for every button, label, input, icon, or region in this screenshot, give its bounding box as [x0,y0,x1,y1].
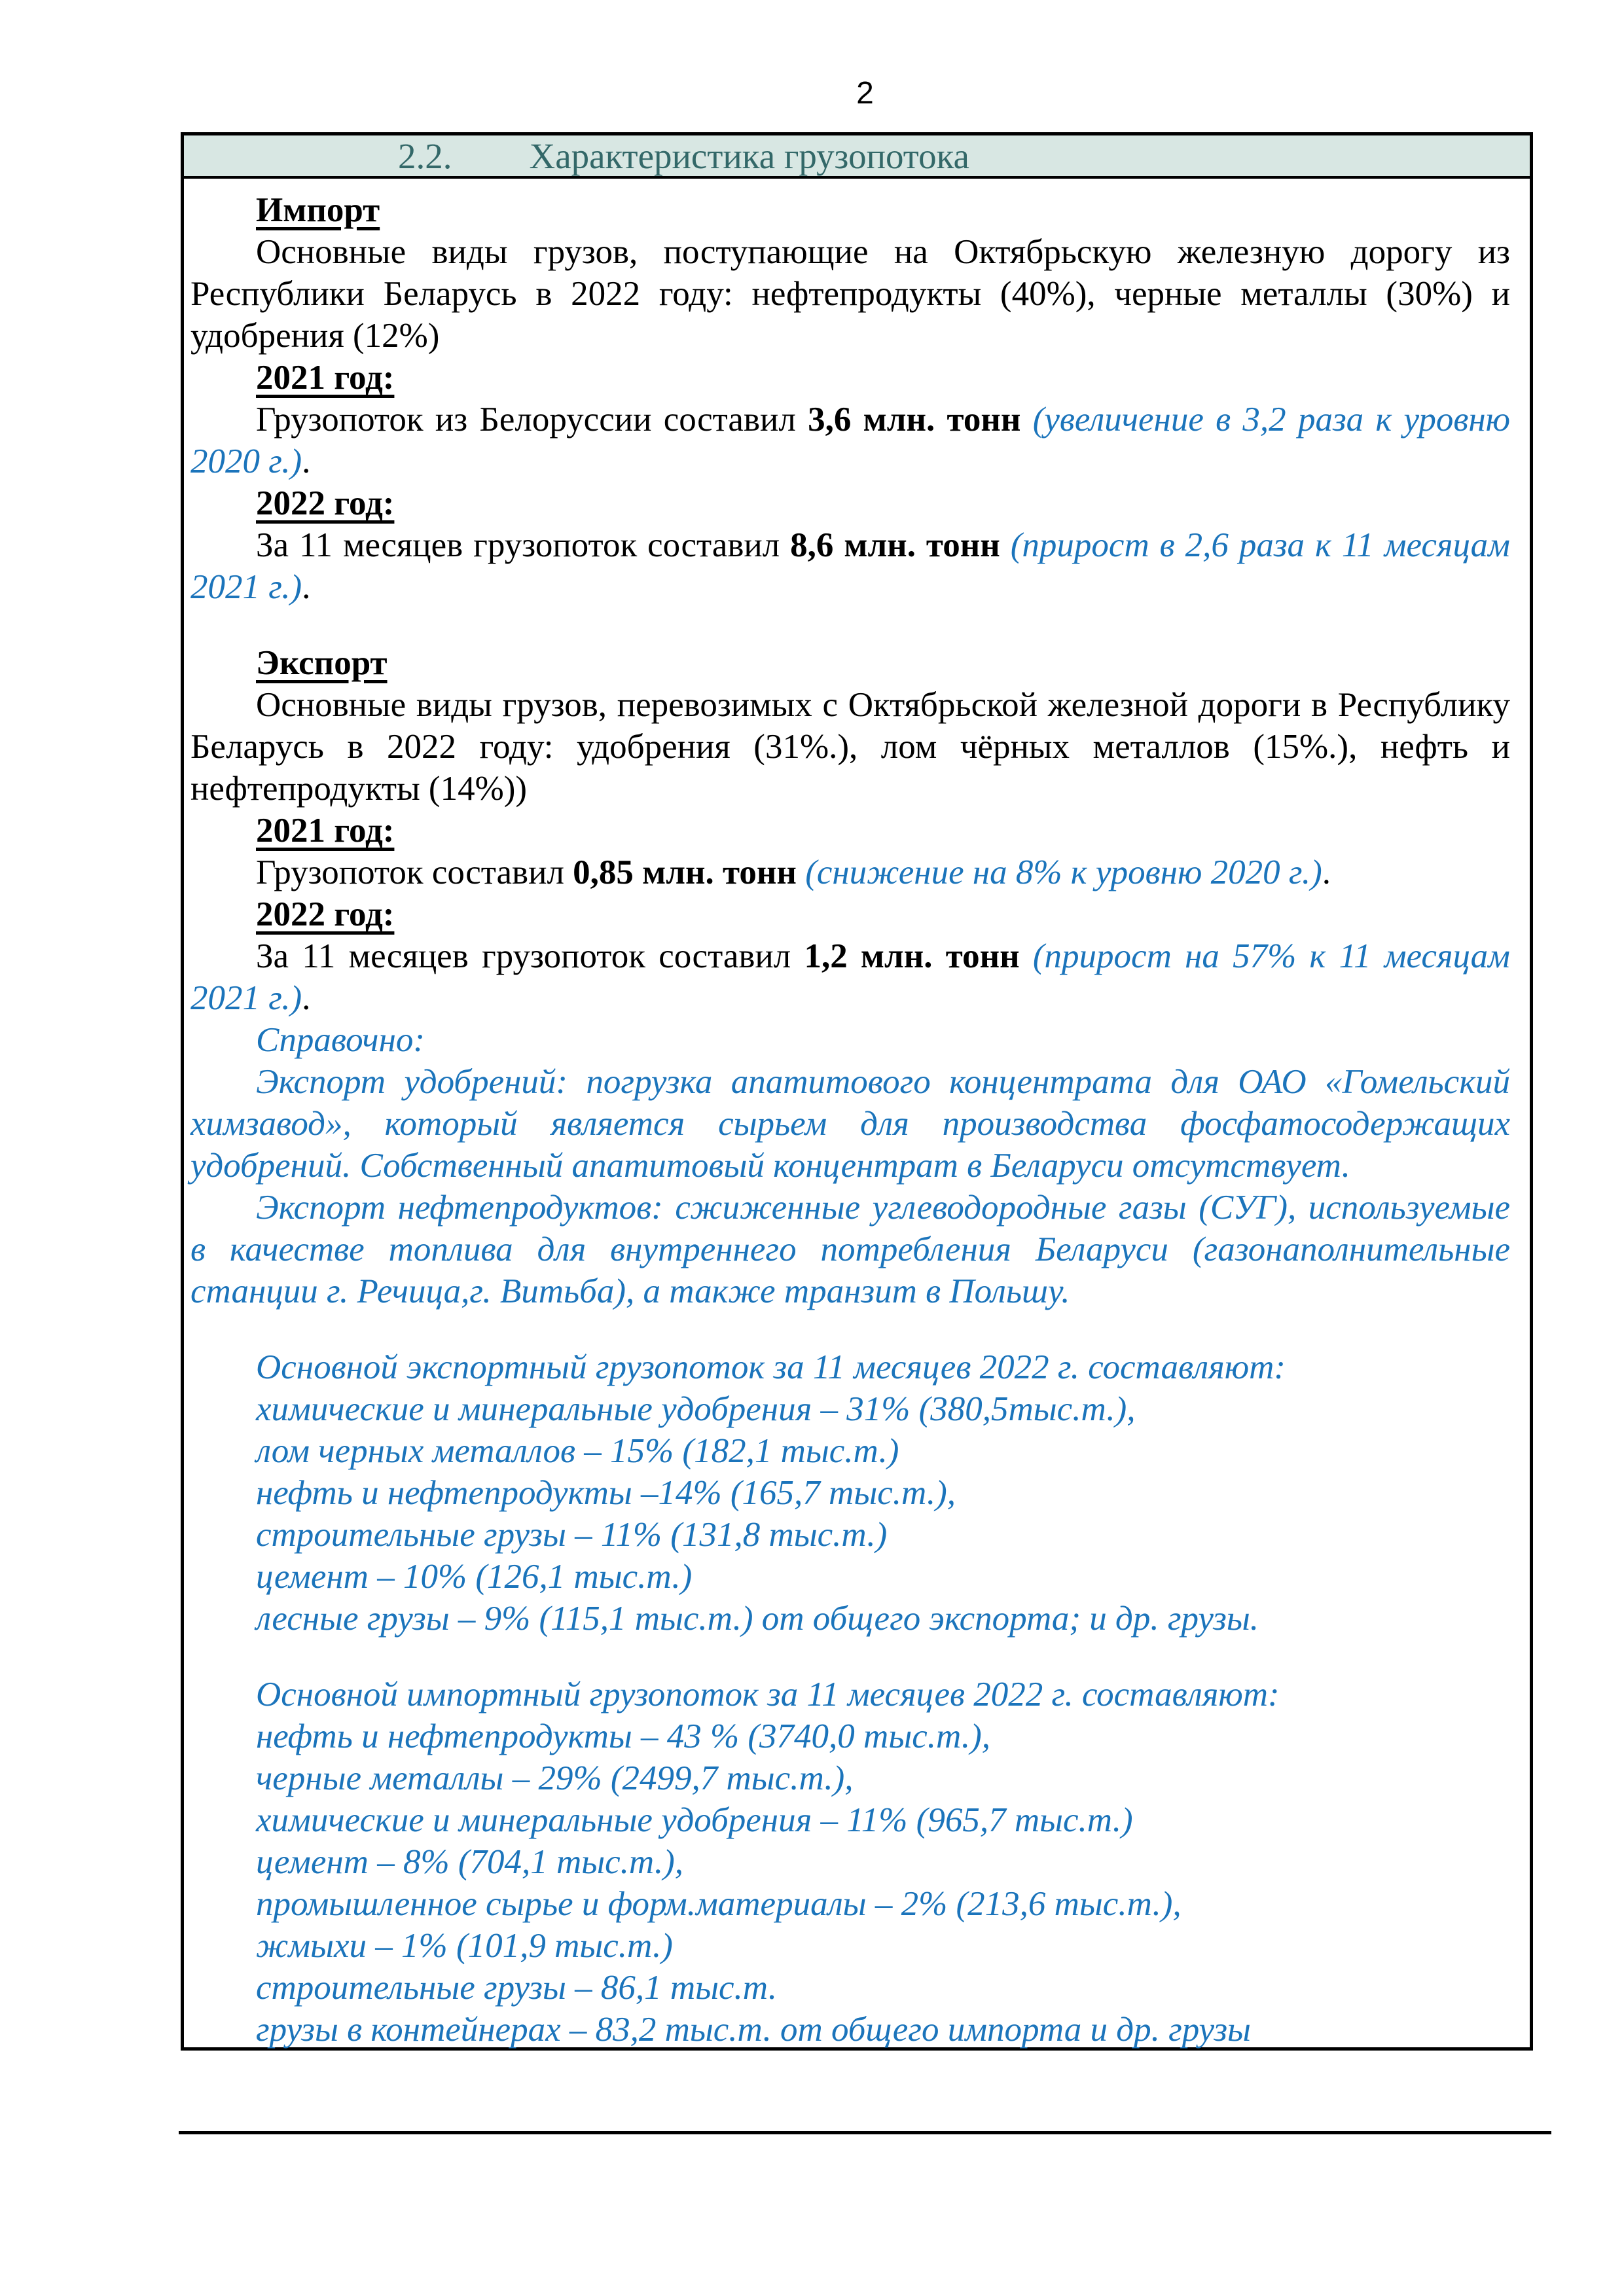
blank-line [190,608,1510,642]
cargo-flow-table [181,132,1533,2051]
paragraph [190,684,1510,810]
text-run-blue-italic: лом черных металлов – 15% (182,1 тыс.т.) [256,1432,899,1470]
paragraph [190,1598,1510,1640]
section-heading-row [184,135,1530,179]
text-run-blue-italic: нефть и нефтепродукты – 43 % (3740,0 тыс.т.), [256,1717,991,1755]
text-run-bold: 8,6 млн. тонн [790,526,1000,564]
text-run-blue-italic: грузы в контейнерах – 83,2 тыс.т. от общего импорта и др. грузы [256,2011,1251,2049]
text-run-blue-italic: химические и минеральные удобрения – 11% (965,7 тыс.т.) [256,1801,1133,1839]
text-run-blue-italic: (увеличение в 3,2 раза к уровню 2020 г.) [190,401,1510,480]
paragraph [190,357,1510,399]
footer-separator-line [179,2131,1551,2134]
text-run-blue-italic: (снижение на 8% к уровню 2020 г.) [796,853,1322,891]
text-run-blue-italic: (прирост на 57% к 11 месяцам 2021 г.) [190,937,1511,1017]
text-run-plain: Основные виды грузов, перевозимых с Октябрьской железной дороги в Республику Беларусь в 2022 году: удобрения (31%.), лом чёрных металлов (15%.), нефть и нефтепродукты (14%)) [190,686,1510,808]
paragraph [190,1883,1510,1925]
paragraph [190,2009,1510,2051]
text-run-blue-italic: строительные грузы – 86,1 тыс.т. [256,1969,777,2007]
text-run-plain: . [302,979,311,1017]
text-run-bold: 3,6 млн. тонн [808,401,1021,439]
text-run-bold: 1,2 млн. тонн [804,937,1020,975]
paragraph [190,893,1510,935]
paragraph [190,1430,1510,1472]
text-run-blue-italic: химические и минеральные удобрения – 31% (380,5тыс.т.), [256,1390,1136,1428]
paragraph [190,482,1510,524]
text-run-bold-underline: Экспорт [256,644,388,682]
text-run-blue-italic: лесные грузы – 9% (115,1 тыс.т.) от общего экспорта; и др. грузы. [256,1600,1259,1638]
text-run-bold: 0,85 млн. тонн [573,853,797,891]
text-run-blue-italic: Основной импортный грузопоток за 11 месяцев 2022 г. составляют: [256,1676,1280,1713]
text-run-plain: Основные виды грузов, поступающие на Октябрьскую железную дорогу из Республики Беларусь в 2022 году: нефтепродукты (40%), черные металлы (30%) и удобрения (12%) [190,233,1510,355]
paragraph [190,524,1510,608]
paragraph [190,189,1510,231]
text-run-plain: За 11 месяцев грузопоток составил [256,937,804,975]
text-run-blue-italic: промышленное сырье и форм.материалы – 2% (213,6 тыс.т.), [256,1885,1182,1923]
paragraph [190,231,1510,357]
paragraph [190,1715,1510,1757]
text-run-blue-italic: нефть и нефтепродукты –14% (165,7 тыс.т.), [256,1474,956,1512]
text-run-blue-italic: цемент – 10% (126,1 тыс.т.) [256,1558,693,1596]
paragraph [190,399,1510,482]
paragraph [190,1799,1510,1841]
paragraph [190,1556,1510,1598]
paragraph [190,1019,1510,1061]
text-run-blue-italic: Экспорт нефтепродуктов: сжиженные углеводородные газы (СУГ), используемые в качестве топлива для внутреннего потребления Беларуси (газонаполнительные станции г. Речица,г. Витьба), а также транзит в Польшу. [190,1189,1510,1310]
paragraph [190,1925,1510,1967]
paragraph [190,1388,1510,1430]
paragraph [190,1346,1510,1388]
paragraph [190,1187,1510,1312]
text-run-blue-italic: цемент – 8% (704,1 тыс.т.), [256,1843,684,1881]
paragraph [190,1472,1510,1514]
paragraph [190,1061,1510,1187]
text-run-bold-underline: 2022 год: [256,895,395,933]
text-run-blue-italic: строительные грузы – 11% (131,8 тыс.т.) [256,1516,888,1554]
text-run-bold-underline: 2021 год: [256,359,395,397]
section-heading-number: 2.2. [398,135,452,176]
page-number: 2 [856,76,874,111]
text-run-blue-italic: жмыхи – 1% (101,9 тыс.т.) [256,1927,673,1965]
text-run-blue-italic: черные металлы – 29% (2499,7 тыс.т.), [256,1759,854,1797]
text-run-blue-italic: Справочно: [256,1021,425,1059]
paragraph [190,810,1510,852]
blank-line [190,1312,1510,1346]
paragraph [190,642,1510,684]
text-run-plain: . [302,442,311,480]
text-run-bold-underline: Импорт [256,191,380,229]
paragraph [190,1514,1510,1556]
paragraph [190,1841,1510,1883]
text-run-plain: Грузопоток из Белоруссии составил [256,401,808,439]
table-body-cell [184,179,1530,2051]
text-run-plain: Грузопоток составил [256,853,573,891]
text-run-blue-italic: Основной экспортный грузопоток за 11 месяцев 2022 г. составляют: [256,1348,1286,1386]
blank-line [190,1640,1510,1674]
section-heading-title: Характеристика грузопотока [529,135,969,176]
paragraph [190,1967,1510,2009]
text-run-plain: За 11 месяцев грузопоток составил [256,526,791,564]
paragraph [190,1757,1510,1799]
text-run-blue-italic: (прирост в 2,6 раза к 11 месяцам 2021 г.) [190,526,1510,606]
text-run-blue-italic: Экспорт удобрений: погрузка апатитового концентрата для ОАО «Гомельский химзавод», который является сырьем для производства фосфатосодержащих удобрений. Собственный апатитовый концентрат в Беларуси отсутствует. [190,1063,1510,1185]
paragraph [190,1674,1510,1715]
paragraph [190,852,1510,893]
text-run-bold-underline: 2021 год: [256,812,395,850]
text-run-plain: . [1322,853,1331,891]
paragraph [190,935,1510,1019]
text-run-plain: . [302,568,311,606]
text-run-bold-underline: 2022 год: [256,484,395,522]
